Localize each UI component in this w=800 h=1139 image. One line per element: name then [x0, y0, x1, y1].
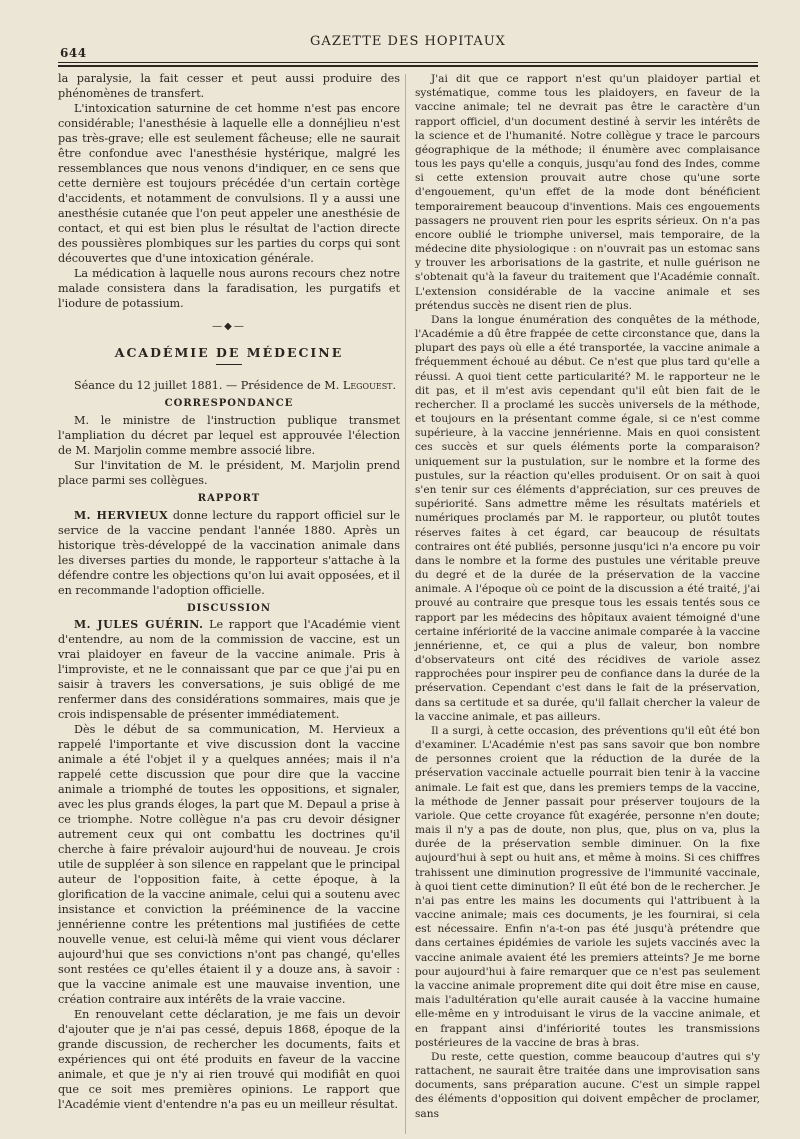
body-paragraph: J'ai dit que ce rapport n'est qu'un plaidoyer partial et systématique, comme tous les plaidoyers, en faveur de la vaccine animale; tel ne devrait pas être le caractère d'un rapport officiel, d'un document destiné à servir les intérêts de la science et de l'humanité. Notre collègue y trace le parcours géographique de la méthode; il énumère avec complaisance tous les pays qu'elle a conquis, jusqu'au fond des Indes, comme si cette extension prouvait autre chose qu'une sorte d'engouement, qu'un effet de la mode dont bénéficient temporairement beaucoup d'inventions. Mais ces engouements passagers ne prouvent rien pour les esprits sérieux. On n'a pas encore oublié le triomphe universel, mais temporaire, de la médecine dite physiologique : on n'ouvrait pas un estomac sans y trouver les arborisations de la gastrite, et nulle guérison ne s'obtenait qu'à la faveur du traitement que l'Académie connaît. L'extension considérable de la vaccine animale et ses prétendus succès ne disent rien de plus.	[415, 73, 760, 312]
rapport-paragraph	[58, 509, 400, 599]
right-column	[415, 72, 760, 1121]
page-header	[58, 34, 758, 58]
header-rule-top	[58, 62, 758, 63]
short-rule	[216, 364, 242, 365]
intro-paragraph: L'intoxication saturnine de cet homme n'est pas encore considérable; l'anesthésie à laquelle elle a donnéjlieu n'est pas très-grave; elle est seulement fâcheuse; elle ne saurait être confondue avec l'anesthésie hystérique, malgré les ressemblances que nous venons d'indiquer, en ce sens que cette dernière est toujours précédée d'un certain cortège d'accidents, et notamment de convulsions. Il y a aussi une anesthésie cutanée que l'on peut appeler une anesthésie de contact, et qui est bien plus le résultat de l'action directe des poussières plombiques sur les parties du corps qui sont découvertes que d'une intoxication générale.	[58, 101, 400, 265]
discussion-heading: DISCUSSION	[186, 602, 271, 614]
section-title: ACADÉMIE DE MÉDECINE	[114, 344, 344, 360]
discussion-text: Le rapport que l'Académie vient d'entendre, au nom de la commission de vaccine, est un vrai plaidoyer en faveur de la vaccine animale. Pris à l'improviste, et ne le connaissant que par ce que j'ai pu en saisir à travers les conversations, je suis obligé de me renfermer dans des considérations sommaires, mais que je crois indispensable de présenter immédiatement.	[58, 618, 400, 722]
intro-paragraph: la paralysie, la fait cesser et peut aussi produire des phénomènes de transfert.	[58, 72, 400, 100]
discussion-paragraph: Dès le début de sa communication, M. Hervieux a rappelé l'importante et vive discussion dont la vaccine animale a été l'objet il y a quelques années; mais il n'a rappelé cette discussion que pour dire que la vaccine animale a triomphé de toutes les oppositions, et signaler, avec les plus grands éloges, la part que M. Depaul a prise à ce triomphe. Notre collègue n'a pas cru devoir désigner autrement ceux qui ont combattu les doctrines qu'il cherche à faire prévaloir aujourd'hui de nouveau. Je crois utile de suppléer à son silence en rappelant que le principal auteur de l'opposition faite, à cette époque, à la glorification de la vaccine animale, celui qui a soutenu avec insistance et conviction la prééminence de la vaccine jennérienne contre les prétentions mal justifiées de cette nouvelle venue, est celui-là même qui vient vous déclarer aujourd'hui que ses convictions n'ont pas changé, qu'elles sont restées ce qu'elles étaient il y a douze ans, à savoir : que la vaccine animale est une mauvaise invention, une création contraire aux intérêts de la vraie vaccine.	[58, 723, 400, 1007]
speaker-name: M. JULES GUÉRIN.	[74, 618, 204, 632]
correspondance-heading: CORRESPONDANCE	[164, 397, 294, 409]
rapport-text: donne lecture du rapport officiel sur le service de la vaccine pendant l'année 1880. Après un historique très-développé de la vaccination animale dans les diverses parties du monde, le rapporteur s'attache à la défendre contre les objections qu'on lui avait opposées, et il en recommande l'adoption officielle.	[58, 508, 400, 597]
discussion-paragraph	[58, 618, 400, 723]
intro-paragraph: La médication à laquelle nous aurons recours chez notre malade consistera dans la faradisation, les purgatifs et l'iodure de potassium.	[58, 266, 400, 310]
rapport-heading: RAPPORT	[197, 492, 261, 504]
section-divider: —◆—	[212, 320, 246, 332]
discussion-paragraph: En renouvelant cette déclaration, je me fais un devoir d'ajouter que je n'ai pas cessé, depuis 1868, époque de la grande discussion, de rechercher les documents, faits et expériences qui ont été produits en faveur de la vaccine animale, et que je n'y ai rien trouvé qui modifiât en quoi que ce soit mes premières opinions. Le rapport que l'Académie vient d'entendre n'a pas eu un meilleur résultat.	[58, 1008, 400, 1111]
speaker-name: M. HERVIEUX	[74, 508, 169, 522]
body-paragraph: Dans la longue énumération des conquêtes de la méthode, l'Académie a dû être frappée de cette circonstance que, dans la plupart des pays où elle a été transportée, la vaccine animale a fréquemment échoué au début. Ce n'est que plus tard qu'elle a réussi. A quoi tient cette particularité? M. le rapporteur ne le dit pas, et il m'est avis cependant qu'il eût bien fait de le rechercher. Il a proclamé les succès universels de la méthode, et toujours en la présentant comme égale, si ce n'est comme supérieure, à la vaccine jennérienne. Mais en quoi consistent ces succès et sur quels éléments porte la comparaison? uniquement sur la pustulation, sur le nombre et la forme des pustules, sur la réaction qu'elles produisent. Or on sait à quoi s'en tenir sur ces éléments d'appréciation, sur ces preuves de supériorité. Sans admettre même les résultats matériels et numériques proclamés par M. le rapporteur, ou plutôt toutes réserves faites à cet égard, car beaucoup de résultats contraires ont été publiés, personne jusqu'ici n'a encore pu voir dans le nombre et la forme des pustules une véritable preuve du degré et de la durée de la préservation de la vaccine animale. A l'époque où ce point de la discussion a été traité, j'ai prouvé au contraire que presque tous les essais tentés sous ce rapport par les médecins des hôpitaux avaient témoigné d'une certaine infériorité de la vaccine animale comparée à la vaccine jennérienne, et, ce qui a plus de valeur, bon nombre d'observateurs ont cité des récidives de variole assez rapprochées pour inspirer peu de confiance dans la durée de la préservation. Cependant c'est dans le fait de la préservation, dans sa certitude et sa durée, qu'il fallait chercher la valeur de la vaccine animale, et pas ailleurs.	[415, 313, 760, 723]
header-rule-bottom	[58, 65, 758, 67]
left-column	[58, 72, 400, 1113]
column-separator	[405, 74, 406, 1134]
page-number: 644	[60, 46, 87, 60]
seance-line	[58, 379, 400, 394]
seance-text: Séance du 12 juillet 1881. — Présidence de M.	[74, 378, 340, 392]
journal-title: GAZETTE DES HOPITAUX	[310, 34, 506, 49]
president-name: Legouest.	[342, 378, 397, 392]
correspondance-paragraph: M. le ministre de l'instruction publique transmet l'ampliation du décret par lequel est approuvée l'élection de M. Marjolin comme membre associé libre.	[58, 413, 400, 457]
correspondance-paragraph: Sur l'invitation de M. le président, M. Marjolin prend place parmi ses collègues.	[58, 458, 400, 487]
body-paragraph: Il a surgi, à cette occasion, des préventions qu'il eût été bon d'examiner. L'Académie n'est pas sans savoir que bon nombre de personnes croient que la réduction de la durée de la préservation vaccinale actuelle pourrait bien tenir à la vaccine animale. Le fait est que, dans les premiers temps de la vaccine, la méthode de Jenner passait pour préserver toujours de la variole. Que cette croyance fût exagérée, personne n'en doute; mais il n'y a pas de doute, non plus, que, plus on va, plus la durée de la préservation semble diminuer. On la fixe aujourd'hui à sept ou huit ans, et même à moins. Si ces chiffres trahissent une diminution progressive de l'immunité vaccinale, à quoi tient cette diminution? Il eût été bon de le rechercher. Je n'ai pas entre les mains les documents qui l'attribuent à la vaccine animale; mais ces documents, je les fournirai, si cela est nécessaire. Enfin n'a-t-on pas été jusqu'à prétendre que dans certaines épidémies de variole les sujets vaccinés avec la vaccine animale avaient été les premiers atteints? Je me borne pour aujourd'hui à faire remarquer que ce n'est pas seulement la vaccine animale proprement dite qui doit être mise en cause, mais l'adultération qu'elle aurait causée à la vaccine humaine elle-même en y introduisant le virus de la vaccine animale, et en frappant ainsi d'infériorité toutes les transmissions postérieures de la vaccine de bras à bras.	[415, 724, 760, 1049]
body-paragraph: Du reste, cette question, comme beaucoup d'autres qui s'y rattachent, ne saurait être traitée dans une improvisation sans documents, sans préparation aucune. C'est un simple rappel des éléments d'opposition qui doivent empêcher de proclamer, sans	[415, 1050, 760, 1120]
